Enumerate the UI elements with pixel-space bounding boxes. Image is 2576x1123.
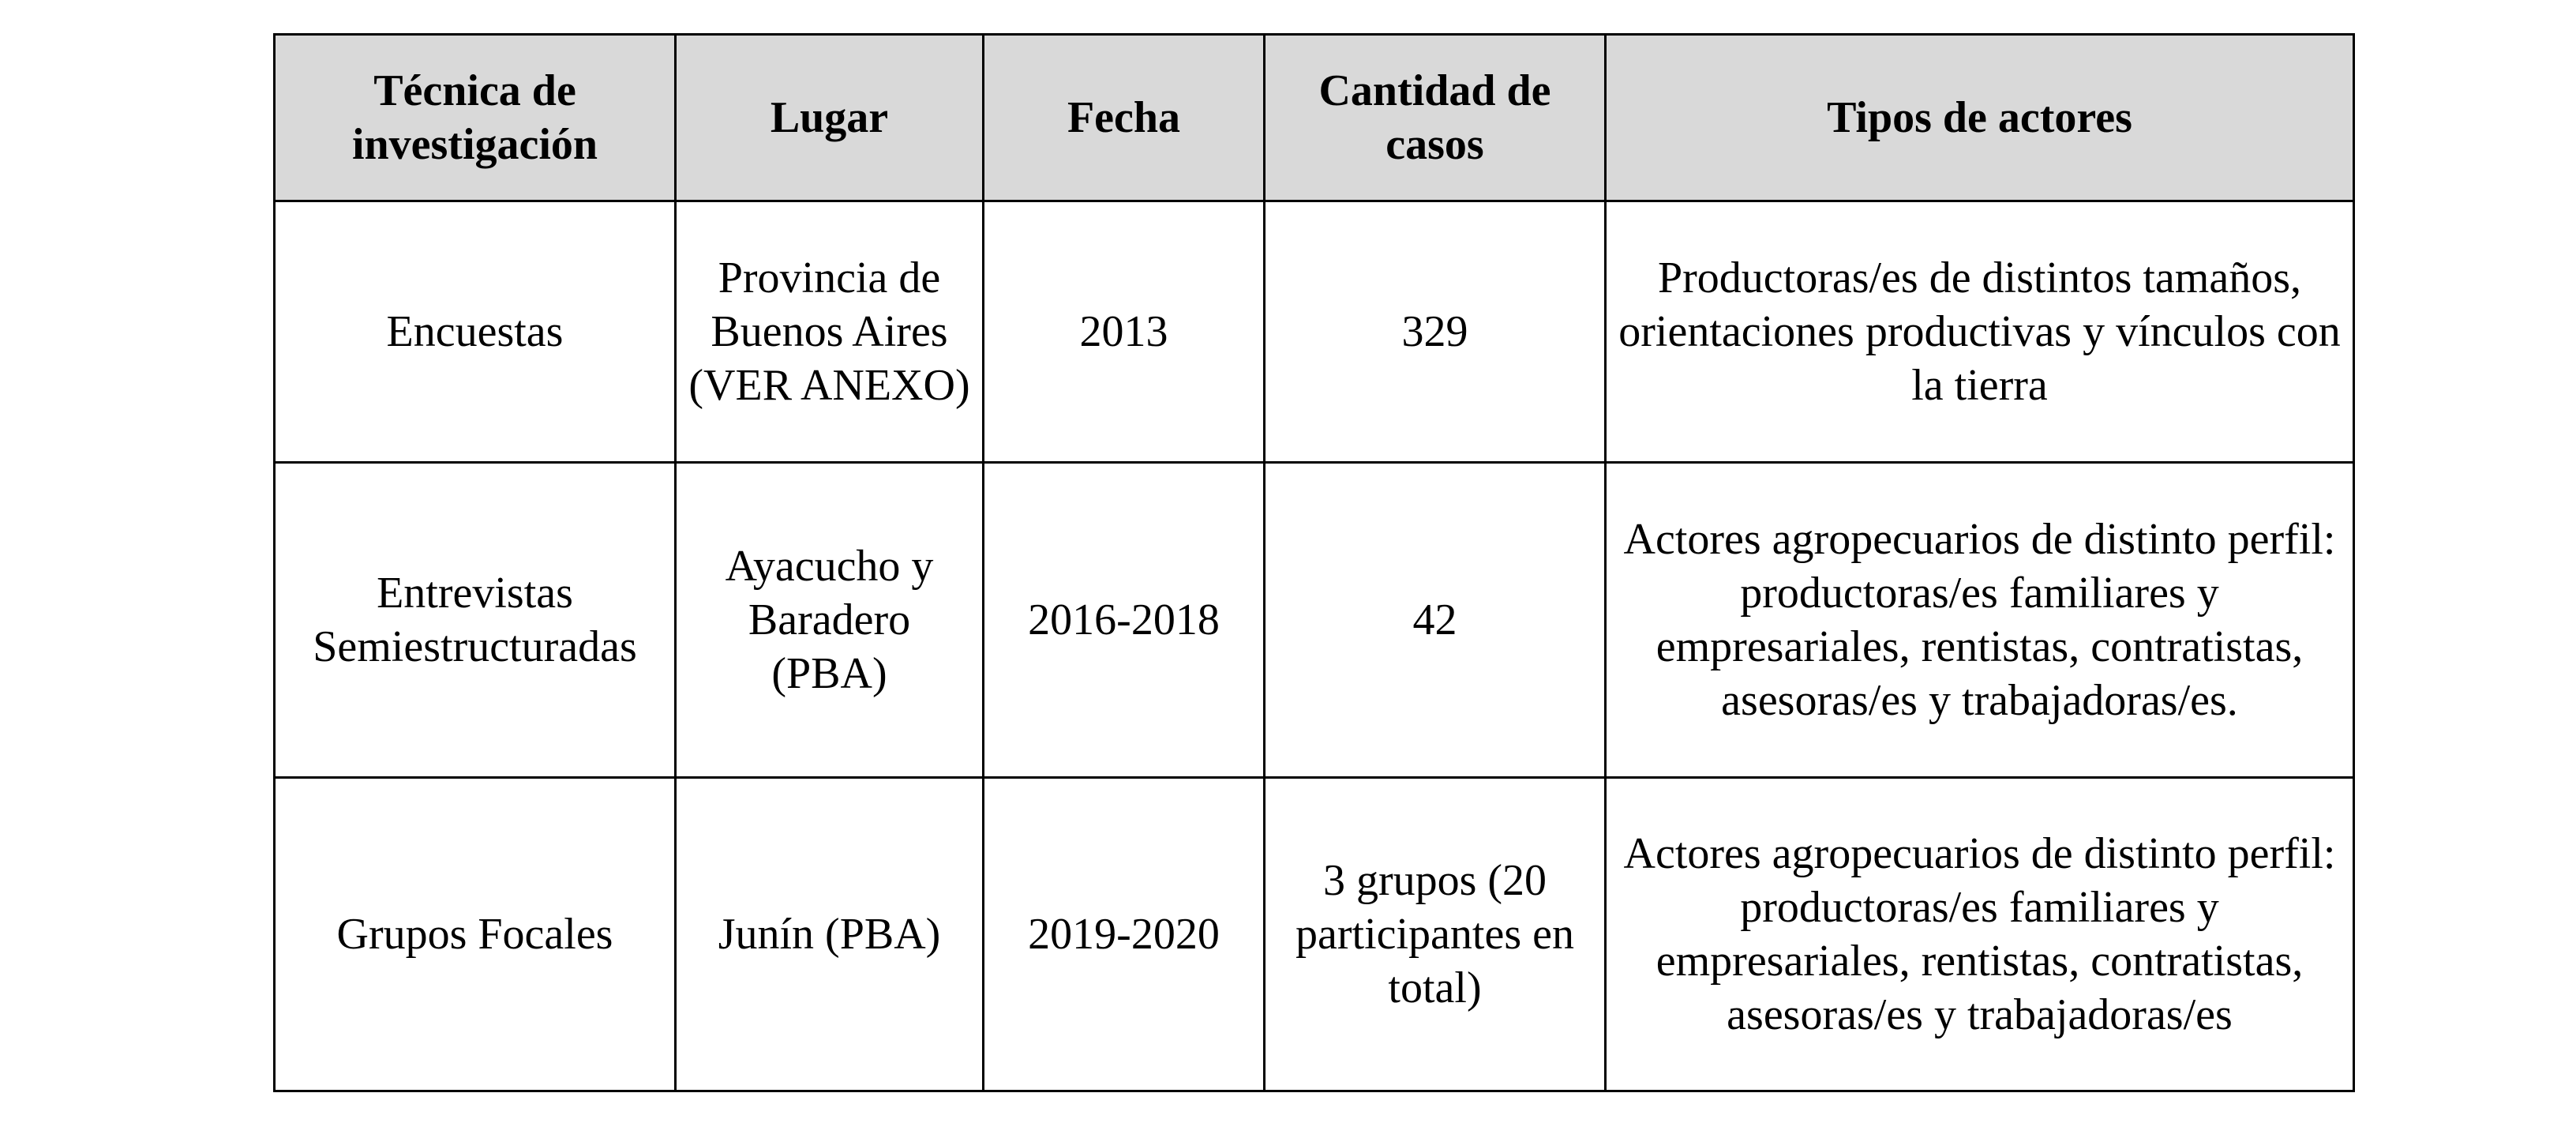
cell-actores: Productoras/es de distintos tamaños, orientaciones productivas y vínculos con la tierra [1606,201,2354,463]
cell-tecnica: Grupos Focales [275,778,676,1091]
cell-actores: Actores agropecuarios de distinto perfil: productoras/es familiares y empresariales, rentistas, contratistas, asesoras/es y trabajadoras/es [1606,778,2354,1091]
table-header [275,35,2354,201]
research-methods-table [273,33,2355,1092]
table-row [275,201,2354,463]
cell-lugar: Provincia de Buenos Aires (VER ANEXO) [676,201,984,463]
header-actores: Tipos de actores [1606,35,2354,201]
header-cantidad: Cantidad de casos [1265,35,1606,201]
table-body [275,201,2354,1091]
cell-fecha: 2019-2020 [984,778,1265,1091]
header-tecnica: Técnica de investigación [275,35,676,201]
cell-cantidad: 329 [1265,201,1606,463]
cell-lugar: Junín (PBA) [676,778,984,1091]
table-row [275,778,2354,1091]
cell-tecnica: Entrevistas Semiestructuradas [275,463,676,778]
header-fecha: Fecha [984,35,1265,201]
header-row [275,35,2354,201]
cell-fecha: 2016-2018 [984,463,1265,778]
cell-actores: Actores agropecuarios de distinto perfil: productoras/es familiares y empresariales, rentistas, contratistas, asesoras/es y trabajadoras/es. [1606,463,2354,778]
cell-fecha: 2013 [984,201,1265,463]
cell-cantidad: 42 [1265,463,1606,778]
table-row [275,463,2354,778]
cell-lugar: Ayacucho y Baradero (PBA) [676,463,984,778]
cell-cantidad: 3 grupos (20 participantes en total) [1265,778,1606,1091]
header-lugar: Lugar [676,35,984,201]
cell-tecnica: Encuestas [275,201,676,463]
